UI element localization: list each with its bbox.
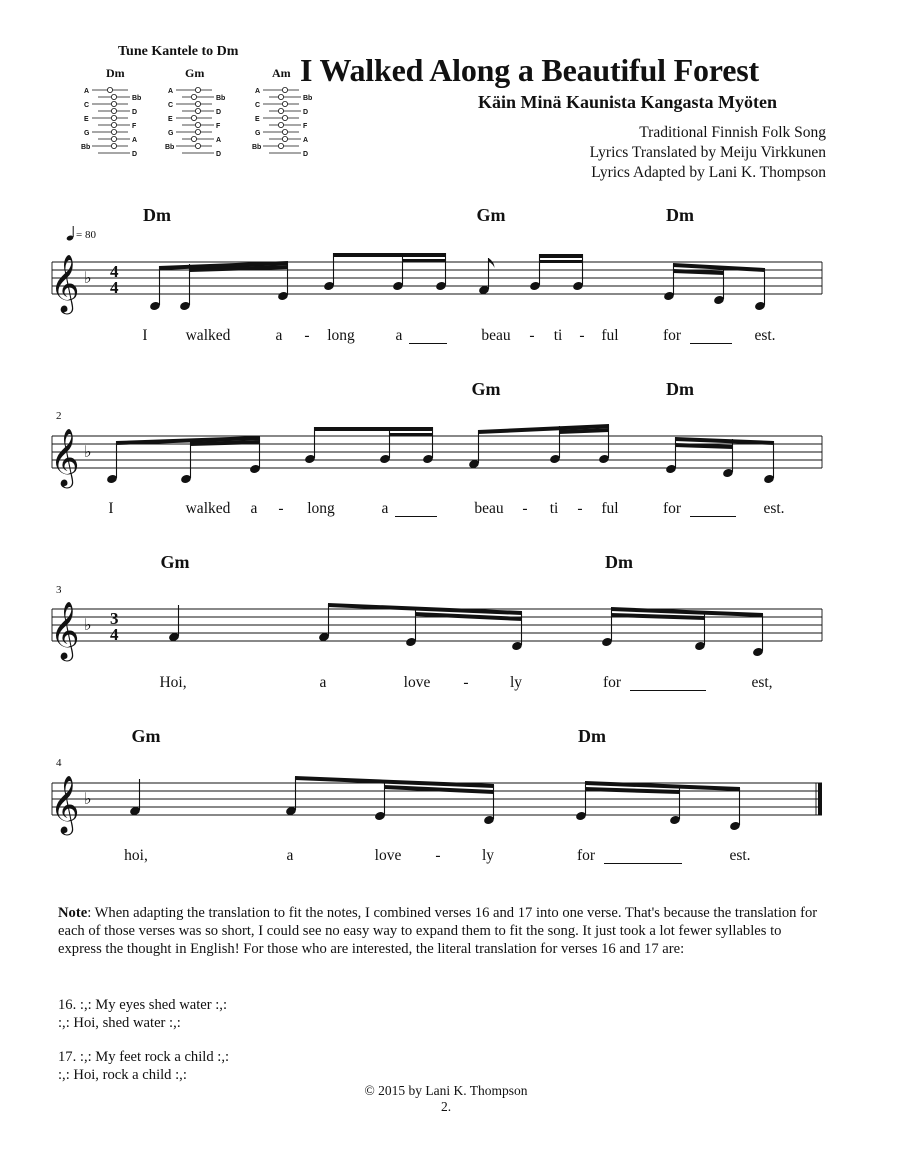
lyric-hyphen: - — [529, 327, 535, 344]
chord-symbol: Gm — [476, 205, 506, 225]
lyric-syllable: long — [327, 327, 355, 344]
string-label: D — [303, 151, 309, 158]
credit-adapter: Lyrics Adapted by Lani K. Thompson — [591, 164, 826, 181]
copyright: © 2015 by Lani K. Thompson — [364, 1083, 528, 1098]
song-subtitle: Käin Minä Kaunista Kangasta Myöten — [478, 92, 778, 112]
verse-16-line-2: :,: Hoi, shed water :,: — [58, 1015, 181, 1031]
string-label: Bb — [165, 144, 175, 151]
string-label: E — [255, 116, 260, 123]
lyric-syllable: for — [662, 500, 682, 517]
lyric-syllable: I — [142, 327, 148, 344]
lyric-syllable: love — [403, 674, 431, 691]
lyric-syllable: walked — [185, 500, 231, 517]
chord-symbol: Dm — [666, 379, 694, 399]
note-head — [435, 281, 447, 292]
string-label: F — [132, 123, 137, 130]
lyric-syllable: ful — [601, 327, 619, 344]
song-title: I Walked Along a Beautiful Forest — [300, 52, 759, 88]
string-label: C — [255, 102, 261, 109]
melisma-line — [409, 343, 447, 344]
page-number: 2. — [440, 1099, 452, 1114]
string-label: Bb — [132, 95, 142, 102]
lyric-syllable: ly — [481, 847, 495, 864]
lyric-hyphen: - — [577, 500, 583, 517]
note-head — [529, 281, 541, 292]
string-label: A — [303, 137, 309, 144]
measure-number: 2 — [56, 410, 62, 422]
tuning-name-am: Am — [272, 66, 291, 80]
tuning-name-dm: Dm — [106, 66, 125, 80]
treble-clef-icon: 𝄞 — [50, 775, 80, 833]
tempo-marking — [66, 225, 96, 241]
note-text: : When adapting the translation to fit the notes, I combined verses 16 and 17 into one verse. That's because the translation for each of those verses was so short, I could see no easy way to expand them to fit the song. It just took a lot fewer syllables to express the thought in English! For those who are interested, the literal translation for verses 16 and 17 are: — [58, 905, 818, 957]
chord-symbol: Gm — [471, 379, 501, 399]
lyric-syllable: love — [374, 847, 402, 864]
quarter-note-icon — [66, 225, 76, 241]
note-head — [713, 295, 725, 306]
chord-symbol: Dm — [143, 205, 171, 225]
string-label: G — [84, 130, 90, 137]
string-label: D — [216, 109, 222, 116]
string-label: C — [84, 102, 90, 109]
melisma-line — [690, 516, 736, 517]
note-head — [149, 301, 161, 312]
measure-number: 3 — [56, 584, 62, 596]
tuning-diagram-dm — [81, 86, 148, 158]
staff-lines — [52, 262, 822, 294]
lyric-syllable: a — [319, 674, 327, 691]
lyric-syllable: for — [662, 327, 682, 344]
string-label: Bb — [252, 144, 262, 151]
lyric-syllable: a — [250, 500, 258, 517]
measure-number: 4 — [56, 757, 62, 769]
string-label: A — [216, 137, 222, 144]
string-label: A — [84, 88, 90, 95]
string-label: A — [255, 88, 261, 95]
lyric-syllable: ti — [553, 327, 563, 344]
treble-clef-icon: 𝄞 — [50, 428, 80, 486]
string-label: D — [216, 151, 222, 158]
note-head — [754, 301, 766, 312]
lyric-syllable: a — [275, 327, 283, 344]
flat-sign-icon: ♭ — [84, 442, 92, 461]
treble-clef-icon: 𝄞 — [50, 254, 80, 312]
string-label: A — [168, 88, 174, 95]
chord-symbol: Dm — [666, 205, 694, 225]
string-label: C — [168, 102, 174, 109]
lyric-syllable: est. — [763, 500, 785, 517]
chord-symbol: Dm — [605, 552, 633, 572]
melisma-line — [395, 516, 437, 517]
lyric-syllable: a — [286, 847, 294, 864]
lyric-hyphen: - — [522, 500, 528, 517]
chord-symbol: Gm — [131, 726, 161, 746]
melisma-line — [690, 343, 732, 344]
flat-sign-icon: ♭ — [84, 268, 92, 287]
lyric-syllable: ful — [601, 500, 619, 517]
kantele-heading: Tune Kantele to Dm — [118, 44, 239, 59]
flat-sign-icon: ♭ — [84, 789, 92, 808]
lyric-syllable: a — [381, 500, 389, 517]
note-head — [663, 291, 675, 302]
lyric-syllable: a — [395, 327, 403, 344]
lyric-syllable: for — [576, 847, 596, 864]
string-label: Bb — [303, 95, 313, 102]
beams — [159, 253, 765, 275]
string-label: D — [132, 151, 138, 158]
string-label: E — [168, 116, 173, 123]
time-signature-bottom: 4 — [110, 625, 119, 644]
verse-17-line-2: :,: Hoi, rock a child :,: — [58, 1067, 187, 1083]
treble-clef-icon: 𝄞 — [50, 601, 80, 659]
tuning-diagram-am — [252, 86, 319, 158]
lyric-syllable: ly — [509, 674, 523, 691]
verse-17-line-1: 17. :,: My feet rock a child :,: — [58, 1049, 230, 1065]
melisma-line — [604, 863, 682, 864]
string-label: F — [216, 123, 221, 130]
lyric-hyphen: - — [579, 327, 585, 344]
note-head — [572, 281, 584, 292]
note-head — [392, 281, 404, 292]
note-head — [277, 291, 289, 302]
flat-sign-icon: ♭ — [84, 615, 92, 634]
string-label: D — [303, 109, 309, 116]
note-label: Note — [58, 905, 88, 921]
lyric-hyphen: - — [278, 500, 284, 517]
lyric-syllable: hoi, — [124, 847, 148, 864]
lyric-syllable: ti — [549, 500, 559, 517]
time-signature-top: 4 — [110, 262, 119, 281]
lyric-syllable: I — [108, 500, 114, 517]
string-label: G — [168, 130, 174, 137]
time-signature-bottom: 4 — [110, 278, 119, 297]
lyric-syllable: Hoi, — [159, 674, 187, 691]
string-label: Bb — [216, 95, 226, 102]
lyric-syllable: est, — [751, 674, 773, 691]
final-barline — [818, 783, 822, 815]
translation-note — [58, 905, 823, 958]
note-head — [478, 285, 490, 296]
lyric-syllable: for — [602, 674, 622, 691]
note-head — [323, 281, 335, 292]
credit-origin: Traditional Finnish Folk Song — [639, 124, 826, 141]
note-head — [179, 301, 191, 312]
lyric-hyphen: - — [463, 674, 469, 691]
notes — [149, 281, 766, 312]
string-label: F — [303, 123, 308, 130]
melisma-line — [630, 690, 706, 691]
tempo-value: = 80 — [76, 229, 96, 241]
tuning-name-gm: Gm — [185, 66, 205, 80]
lyric-syllable: beau — [474, 500, 504, 517]
time-signature-top: 3 — [110, 609, 119, 628]
lyric-syllable: walked — [185, 327, 231, 344]
string-label: E — [84, 116, 89, 123]
lyric-syllable: est. — [729, 847, 751, 864]
lyric-hyphen: - — [304, 327, 310, 344]
chord-symbol: Dm — [578, 726, 606, 746]
lyric-syllable: est. — [754, 327, 776, 344]
lyric-syllable: beau — [481, 327, 511, 344]
verse-16-line-1: 16. :,: My eyes shed water :,: — [58, 997, 228, 1013]
chord-symbol: Gm — [160, 552, 190, 572]
lyric-hyphen: - — [435, 847, 441, 864]
credit-translator: Lyrics Translated by Meiju Virkkunen — [589, 144, 826, 161]
tuning-diagram-gm — [165, 86, 232, 158]
string-label: D — [132, 109, 138, 116]
string-label: A — [132, 137, 138, 144]
lyric-syllable: long — [307, 500, 335, 517]
string-label: Bb — [81, 144, 91, 151]
string-label: G — [255, 130, 261, 137]
